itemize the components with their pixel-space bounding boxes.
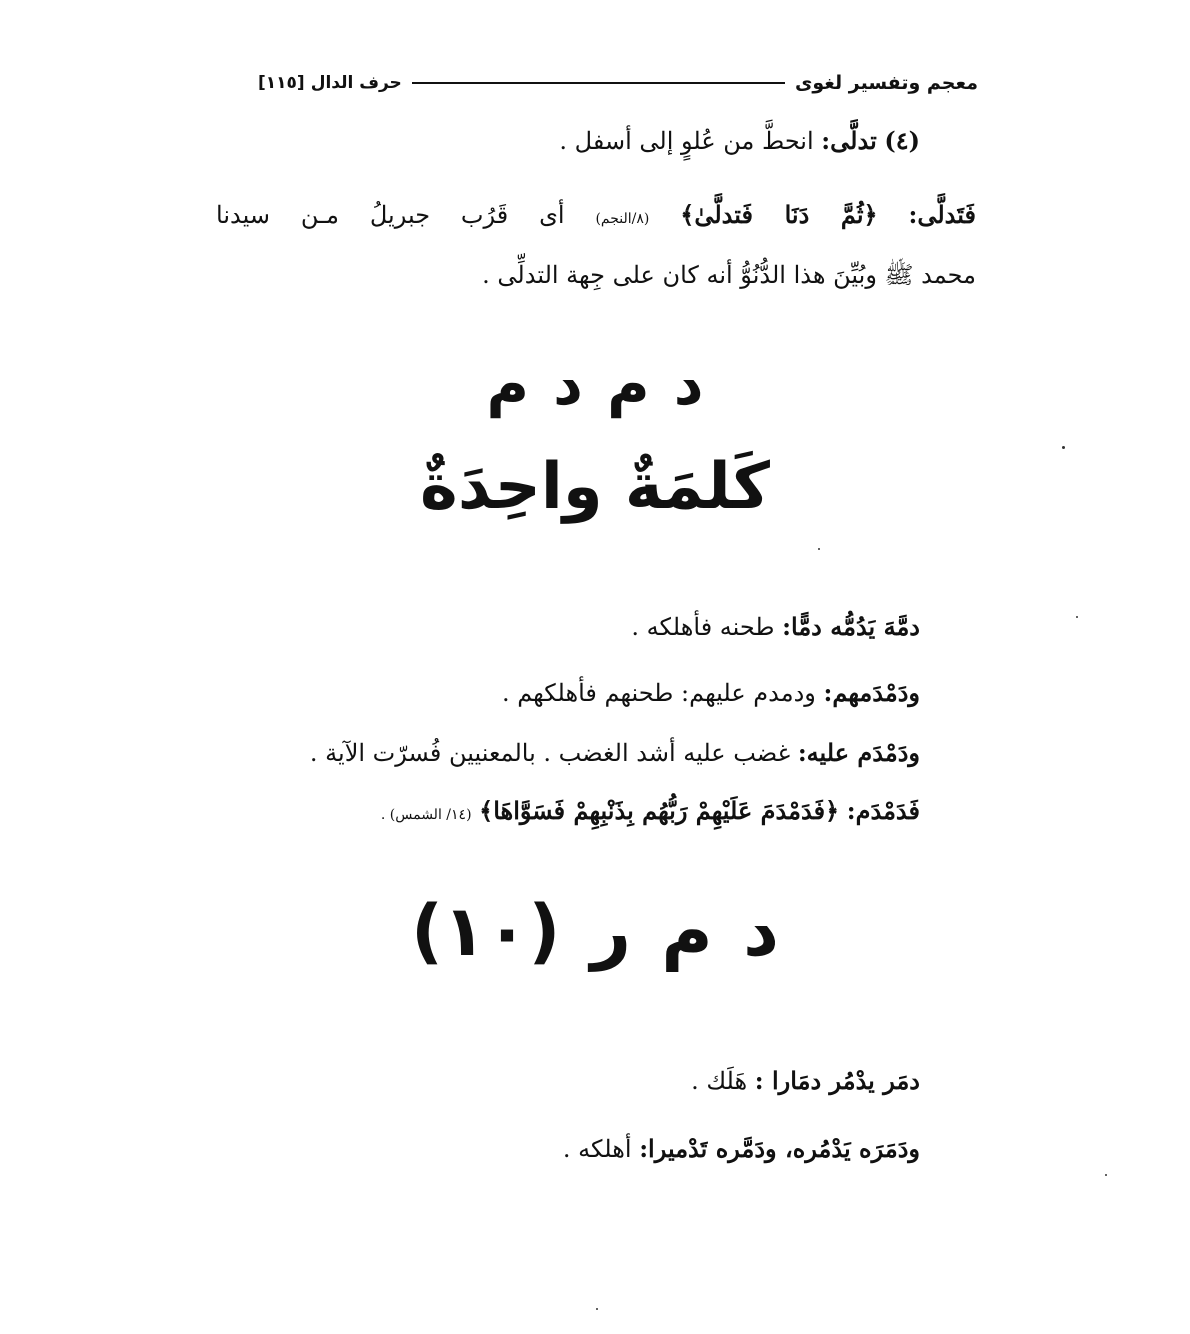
entry-fatadalla-line2 (482, 260, 976, 295)
root-subtitle: كَلمَةٌ واحِدَةٌ (420, 450, 770, 524)
quran-verse: ﴿فَدَمْدَمَ عَلَيْهِمْ رَبُّهُم بِذَنْبِهِمْ فَسَوَّاهَا﴾ (479, 796, 840, 825)
speck (1062, 446, 1065, 449)
page-number: [١١٥] (258, 73, 305, 93)
entry-damdam-alayh (310, 738, 920, 767)
entry-definition: غضب عليه أشد الغضب . بالمعنيين فُسرّت الآية . (309, 739, 791, 767)
chapter-name: حرف الدال (310, 73, 402, 93)
entry-damma (631, 612, 920, 641)
entry-definition: ودمدم عليهم: طحنهم فأهلكهم . (501, 679, 816, 707)
entry-term: ودَمْدَم عليه: (797, 738, 920, 767)
entry-definition: أهلكه . (562, 1135, 632, 1163)
entry-term: دمَر يدْمُر دمَارا : (754, 1066, 920, 1095)
entry-number: (٤) (884, 126, 920, 155)
verse-reference: (٨/النجم) (595, 211, 650, 227)
entry-definition: أى قَرُب جبريلُ مـن سيدنا (216, 201, 565, 229)
speck (596, 1308, 598, 1310)
entry-definition: هَلَك . (691, 1067, 748, 1095)
entry-term: تدلَّى: (821, 126, 877, 155)
entry-term: ودَمْدَمهم: (823, 678, 920, 707)
running-header (258, 68, 978, 98)
entry-definition: طحنه فأهلكه . (631, 613, 775, 641)
entry-definition: انحطَّ من عُلوٍ إلى أسفل . (559, 127, 814, 155)
header-rule (412, 82, 785, 84)
book-title: معجم وتفسير لغوى (794, 72, 978, 94)
entry-term: فَدَمْدَم: (846, 796, 920, 825)
speck (818, 548, 820, 550)
entry-term: ودَمَرَه يَدْمُره، ودَمَّره تَدْميرا: (639, 1134, 920, 1163)
entry-fadamdam (381, 796, 920, 825)
root-heading-damar: د م ر (١٠) (410, 890, 780, 972)
entry-definition: محمد ﷺ وبُيِّنَ هذا الدُّنُوُّ أنه كان على جِهة التدلِّى . (482, 261, 976, 289)
speck (1105, 1174, 1107, 1176)
entry-fatadalla-line1 (216, 200, 976, 229)
entry-damar (691, 1066, 920, 1095)
quran-verse: ﴿ثُمَّ دَنَا فَتدلَّىٰ﴾ (680, 200, 878, 229)
entry-tadalla (559, 126, 920, 155)
speck (1076, 616, 1078, 618)
entry-damdamahum (502, 678, 920, 707)
entry-dammarahu (563, 1134, 920, 1163)
verse-reference: (١٤/ الشمس) . (380, 807, 472, 823)
root-heading-damdam: د م د م (486, 350, 704, 418)
entry-term: فَتَدلَّى: (908, 200, 976, 229)
entry-term: دمَّهَ يَدُمُّه دمًّا: (782, 612, 920, 641)
